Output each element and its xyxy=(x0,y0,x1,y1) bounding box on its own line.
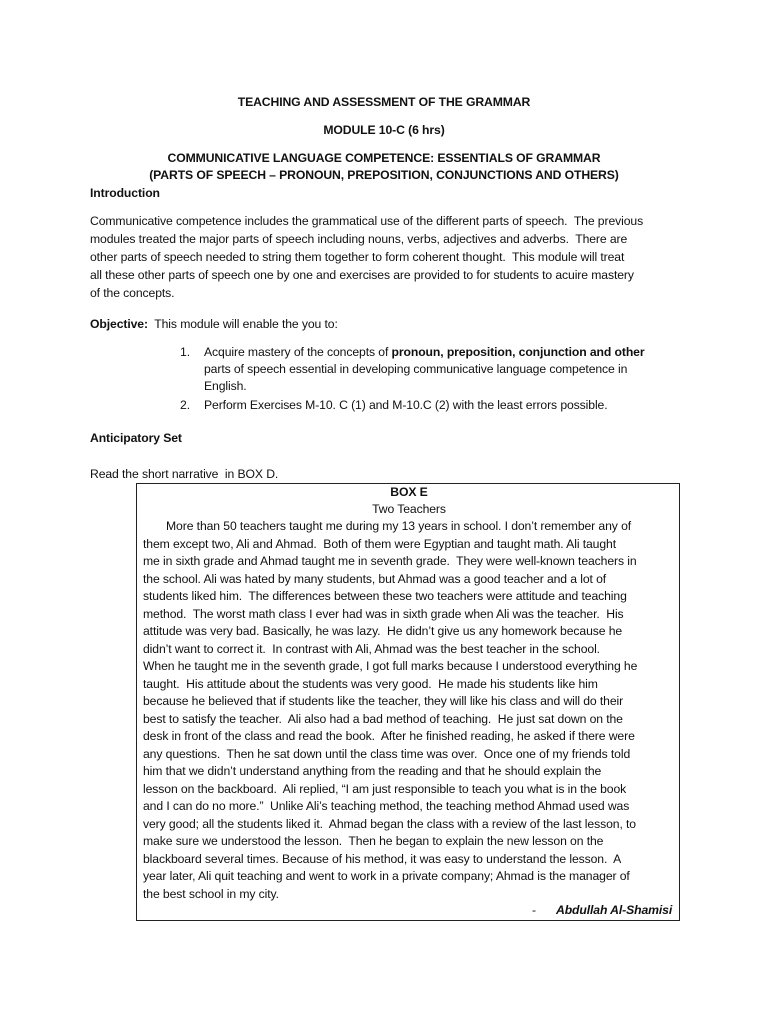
narrative-line: because he believed that if students like the teacher, they will like his class and will do their xyxy=(143,694,624,708)
author-dash: - xyxy=(532,903,536,917)
intro-line: of the concepts. xyxy=(90,286,175,300)
objective-text: This module will enable the you to: xyxy=(147,317,338,331)
objective-item-line: English. xyxy=(204,379,247,393)
narrative-line: students liked him. The differences between these two teachers were attitude and teaching xyxy=(143,589,627,603)
narrative-line: method. The worst math class I ever had was in sixth grade when Ali was the teacher. His xyxy=(143,606,624,621)
narrative-line: desk in front of the class and read the book. After he finished reading, he asked if there were xyxy=(143,729,635,743)
narrative-line: best to satisfy the teacher. Ali also had a bad method of teaching. He just sat down on the xyxy=(143,711,623,726)
document-title: TEACHING AND ASSESSMENT OF THE GRAMMAR xyxy=(237,95,531,109)
box-e xyxy=(136,483,680,921)
read-instruction: Read the short narrative in BOX D. xyxy=(90,467,279,481)
intro-line: other parts of speech needed to string them together to form coherent thought. This module will treat xyxy=(90,250,625,264)
narrative-line: me in sixth grade and Ahmad taught me in seventh grade. They were well-known teachers in xyxy=(143,554,637,568)
narrative-line: make sure we understood the lesson. Then he began to explain the new lesson on the xyxy=(143,834,604,848)
objective-label: Objective: xyxy=(90,317,148,331)
objective-item-line: parts of speech essential in developing communicative language competence in xyxy=(204,362,628,376)
narrative-line: him that we didn’t understand anything from the reading and that he should explain the xyxy=(143,764,602,778)
introduction-heading: Introduction xyxy=(90,186,160,200)
module-label: MODULE 10-C (6 hrs) xyxy=(323,123,445,137)
objective-item-text: Acquire mastery of the concepts of xyxy=(204,345,392,359)
objective-item: Perform Exercises M-10. C (1) and M-10.C (2) with the least errors possible. xyxy=(204,398,608,412)
narrative-line: lesson on the backboard. Ali replied, “I am just responsible to teach you what is in the book xyxy=(143,781,627,796)
narrative-line: and I can do no more.” Unlike Ali’s teaching method, the teaching method Ahmad used was xyxy=(143,799,630,813)
box-title: Two Teachers xyxy=(372,502,446,516)
anticipatory-set-heading: Anticipatory Set xyxy=(90,431,182,445)
narrative-line: any questions. Then he sat down until the class time was over. Once one of my friends told xyxy=(143,746,631,761)
narrative-line: the best school in my city. xyxy=(143,886,279,901)
subtitle-line-1: COMMUNICATIVE LANGUAGE COMPETENCE: ESSENTIALS OF GRAMMAR xyxy=(167,151,601,165)
intro-line: Communicative competence includes the grammatical use of the different parts of speech. The previous xyxy=(90,214,644,228)
box-label: BOX E xyxy=(390,485,428,499)
narrative-line: When he taught me in the seventh grade, I got full marks because I understood everything he xyxy=(143,659,638,673)
narrative-line: blackboard several times. Because of his method, it was easy to understand the lesson. A xyxy=(143,851,622,866)
narrative-line: them except two, Ali and Ahmad. Both of them were Egyptian and taught math. Ali taught xyxy=(143,536,616,551)
narrative-line: year later, Ali quit teaching and went to work in a private company; Ahmad is the manager of xyxy=(143,869,630,883)
narrative-line: very good; all the students liked it. Ahmad began the class with a review of the last lesson, to xyxy=(143,816,636,831)
narrative-line: taught. His attitude about the students was very good. He made his students like him xyxy=(143,676,598,691)
intro-line: all these other parts of speech one by one and exercises are provided to for students to acuire mastery xyxy=(90,268,634,282)
author-name: Abdullah Al-Shamisi xyxy=(556,903,673,917)
list-number: 2. xyxy=(180,398,191,412)
intro-line: modules treated the major parts of speech including nouns, verbs, adjectives and adverbs. There are xyxy=(90,232,628,246)
narrative-line: More than 50 teachers taught me during my 13 years in school. I don’t remember any of xyxy=(143,519,632,533)
objective-item xyxy=(204,344,645,362)
objective-item-bold: pronoun, preposition, conjunction and other xyxy=(391,345,645,359)
narrative-line: didn’t want to correct it. In contrast with Ali, Ahmad was the best teacher in the school. xyxy=(143,641,600,656)
list-number: 1. xyxy=(180,345,191,359)
objective-line xyxy=(90,316,338,334)
subtitle-line-2: (PARTS OF SPEECH – PRONOUN, PREPOSITION, CONJUNCTIONS AND OTHERS) xyxy=(149,168,619,182)
narrative-line: attitude was very bad. Basically, he was lazy. He didn’t give us any homework because he xyxy=(143,624,623,638)
narrative-line: the school. Ali was hated by many students, but Ahmad was a good teacher and a lot of xyxy=(143,571,607,586)
